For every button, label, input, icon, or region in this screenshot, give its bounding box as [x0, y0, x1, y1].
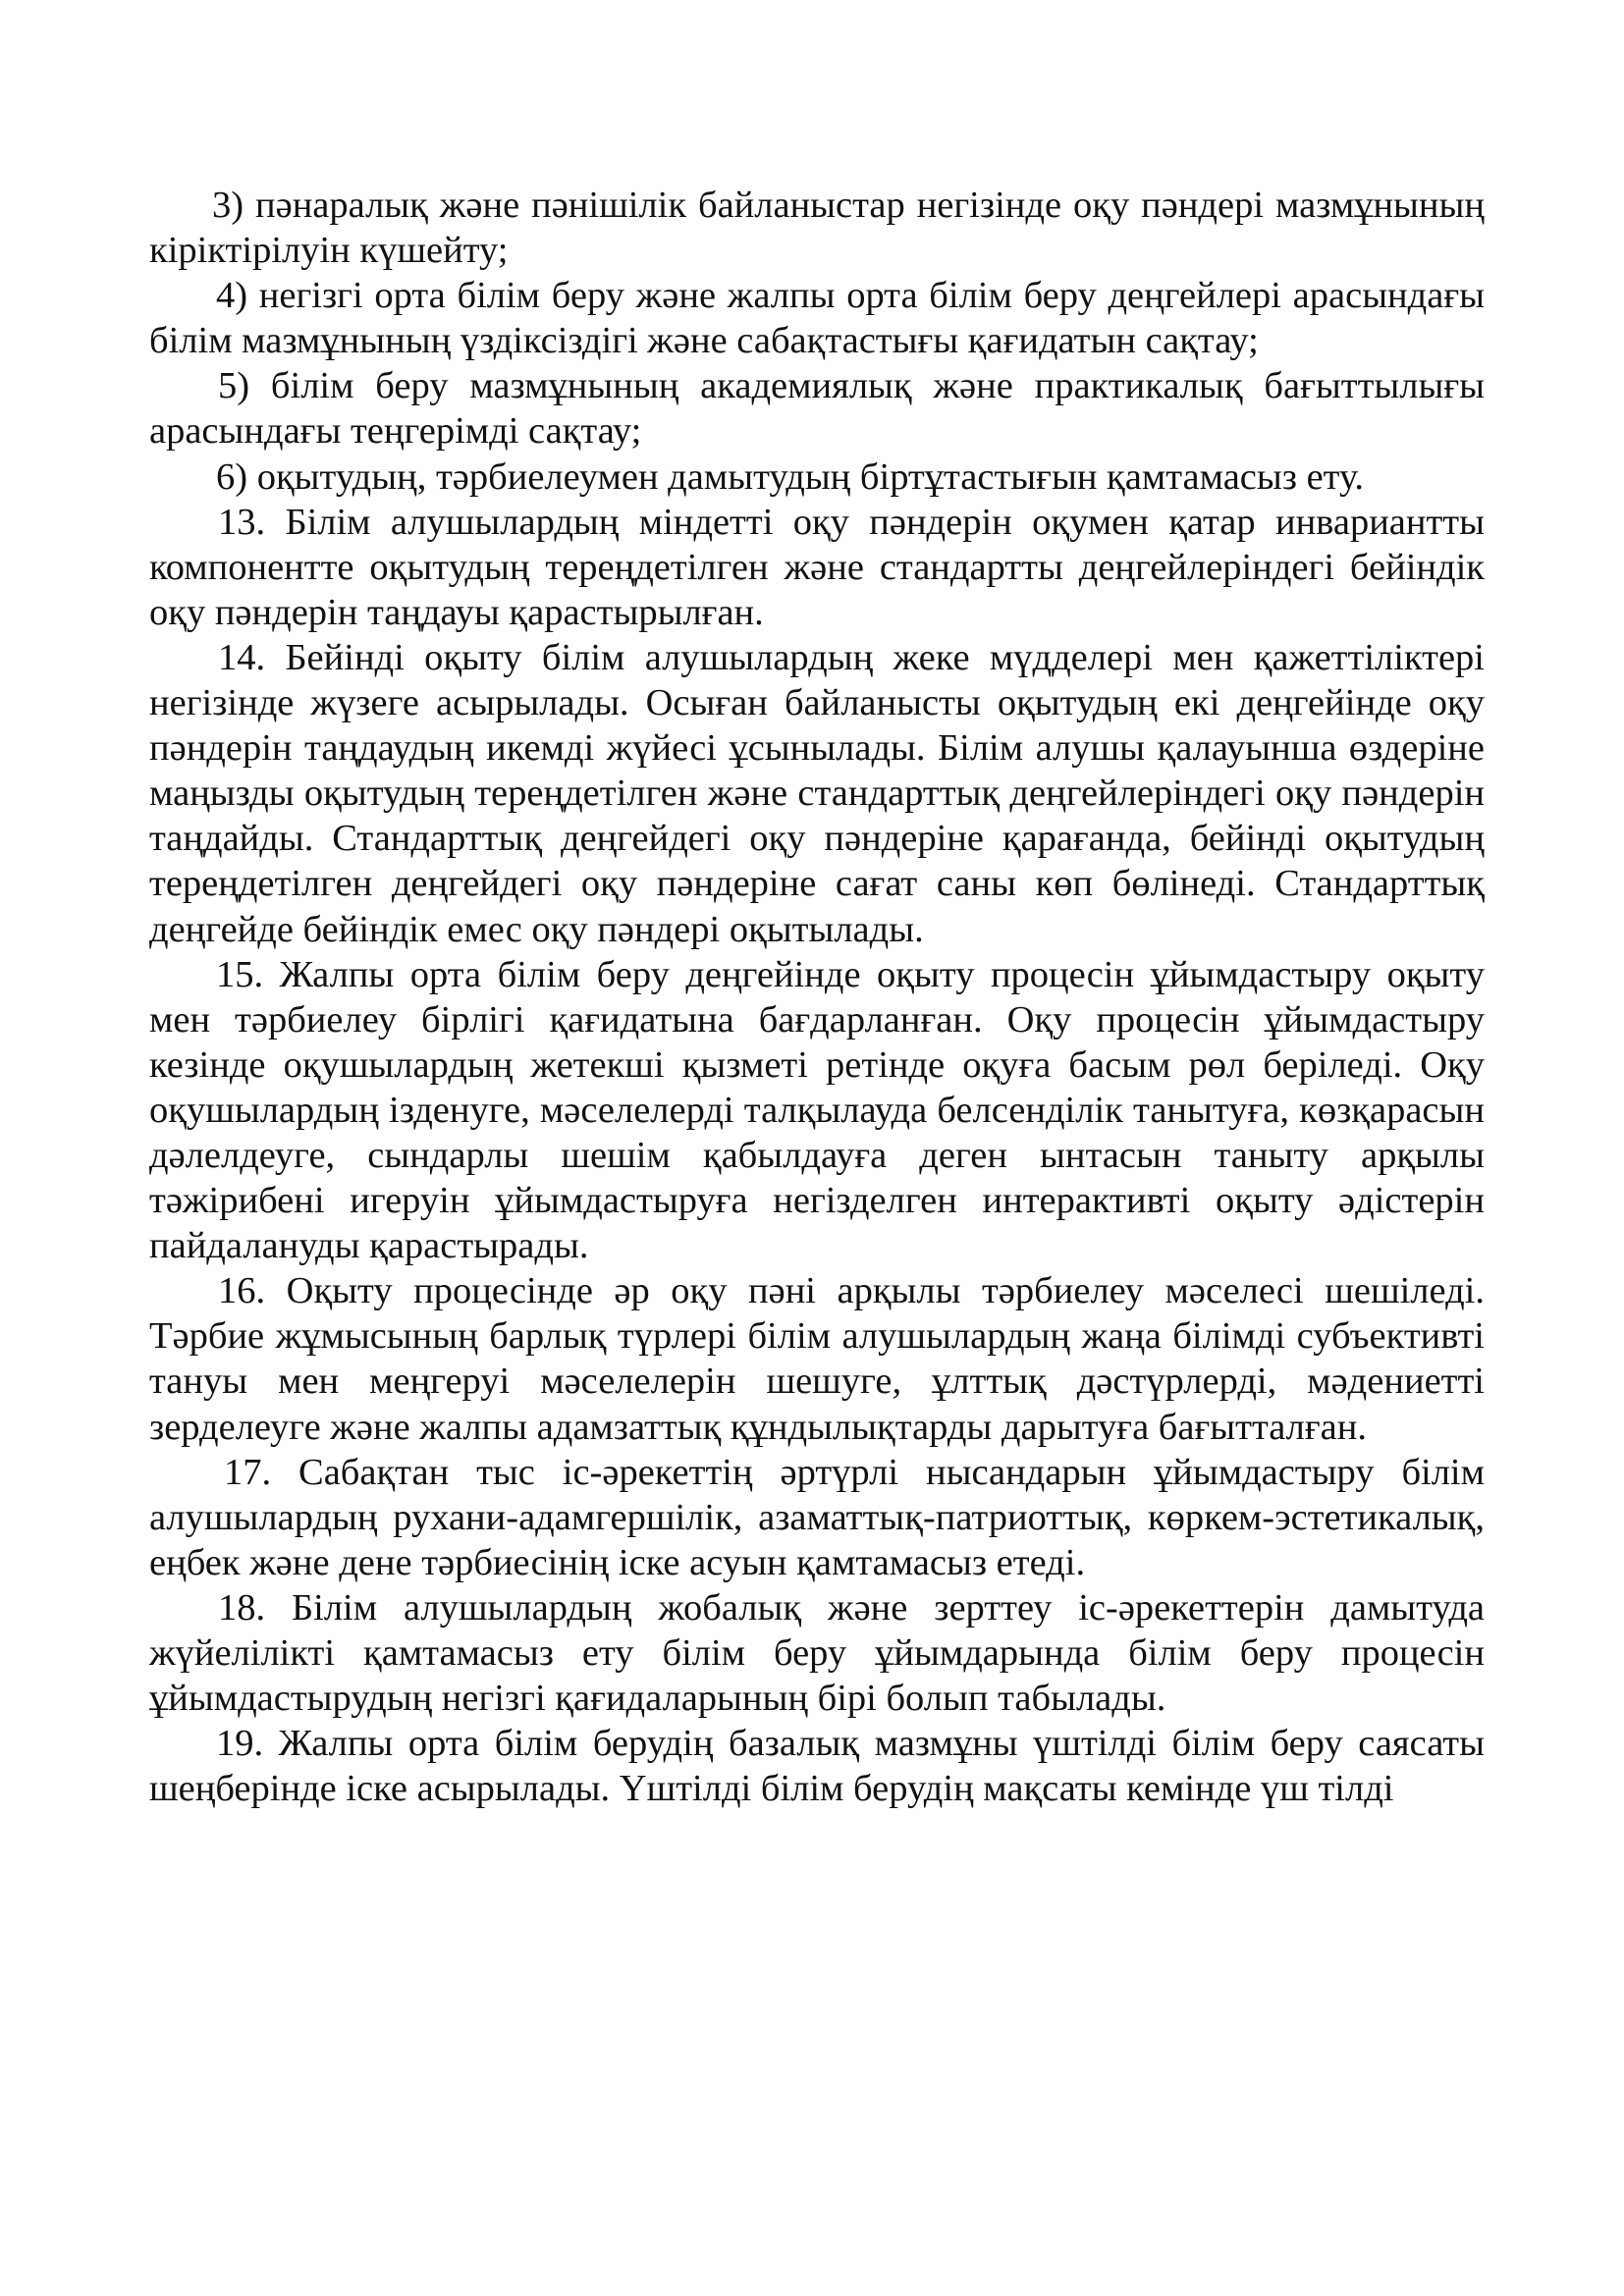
paragraph-17: 17. Сабақтан тыс іс-әрекеттің әртүрлі нысандарын ұйымдастыру білім алушылардың рухани-адамгершілік, азаматтық-патриоттық, көркем-эстетикалық, еңбек және дене тәрбиесінің іске асуын қамтамасыз етеді. [149, 1451, 1485, 1583]
paragraph-14: 14. Бейінді оқыту білім алушылардың жеке мүдделері мен қажеттіліктері негізінде жүзеге асырылады. Осыған байланысты оқытудың екі деңгейінде оқу пәндерін таңдаудың икемді жүйесі ұсынылады. Білім алушы қалауынша өздеріне маңызды оқытудың тереңдетілген және стандарттық деңгейлеріндегі оқу пәндерін таңдайды. Стандарттық деңгейдегі оқу пәндеріне қарағанда, бейінді оқытудың тереңдетілген деңгейдегі оқу пәндеріне сағат саны көп бөлінеді. Стандарттық деңгейде бейіндік емес оқу пәндері оқытылады. [149, 636, 1485, 950]
paragraph-19: 19. Жалпы орта білім берудің базалық мазмұны үштілді білім беру саясаты шеңберінде іске асырылады. Үштілді білім берудің мақсаты кемінде үш тілді [149, 1723, 1485, 1810]
document-page [149, 183, 1485, 1811]
paragraph-item-6: 6) оқытудың, тәрбиелеумен дамытудың біртұтастығын қамтамасыз ету. [216, 455, 1365, 498]
paragraph-15: 15. Жалпы орта білім беру деңгейінде оқыту процесін ұйымдастыру оқыту мен тәрбиелеу бірлігі қағидатына бағдарланған. Оқу процесін ұйымдастыру кезінде оқушылардың жетекші қызметі ретінде оқуға басым рөл беріледі. Оқу оқушылардың ізденуге, мәселелерді талқылауда белсенділік танытуға, көзқарасын дәлелдеуге, сындарлы шешім қабылдауға деген ынтасын таныту арқылы тәжірибені игеруін ұйымдастыруға негізделген интерактивті оқыту әдістерін пайдалануды қарастырады. [149, 953, 1485, 1267]
paragraph-item-5: 5) білім беру мазмұнының академиялық және практикалық бағыттылығы арасындағы теңгерімді сақтау; [149, 365, 1485, 453]
paragraph-13: 13. Білім алушылардың міндетті оқу пәндерін оқумен қатар инвариантты компонентте оқытудың тереңдетілген және стандартты деңгейлеріндегі бейіндік оқу пәндерін таңдауы қарастырылған. [149, 501, 1485, 633]
paragraph-18: 18. Білім алушылардың жобалық және зерттеу іс-әрекеттерін дамытуда жүйелілікті қамтамасыз ету білім беру ұйымдарында білім беру процесін ұйымдастырудың негізгі қағидаларының бірі болып табылады. [149, 1586, 1485, 1720]
paragraph-16: 16. Оқыту процесінде әр оқу пәні арқылы тәрбиелеу мәселесі шешіледі. Тәрбие жұмысының барлық түрлері білім алушылардың жаңа білімді субъективті тануы мен меңгеруі мәселелерін шешуге, ұлттық дәстүрлерді, мәдениетті зерделеуге және жалпы адамзаттық құндылықтарды дарытуға бағытталған. [149, 1270, 1485, 1448]
paragraph-item-4: 4) негізгі орта білім беру және жалпы орта білім беру деңгейлері арасындағы білім мазмұнының үздіксіздігі және сабақтастығы қағидатын сақтау; [149, 275, 1485, 362]
paragraph-item-3: 3) пәнаралық және пәнішілік байланыстар негізінде оқу пәндері мазмұнының кіріктірілуін күшейту; [149, 185, 1485, 272]
